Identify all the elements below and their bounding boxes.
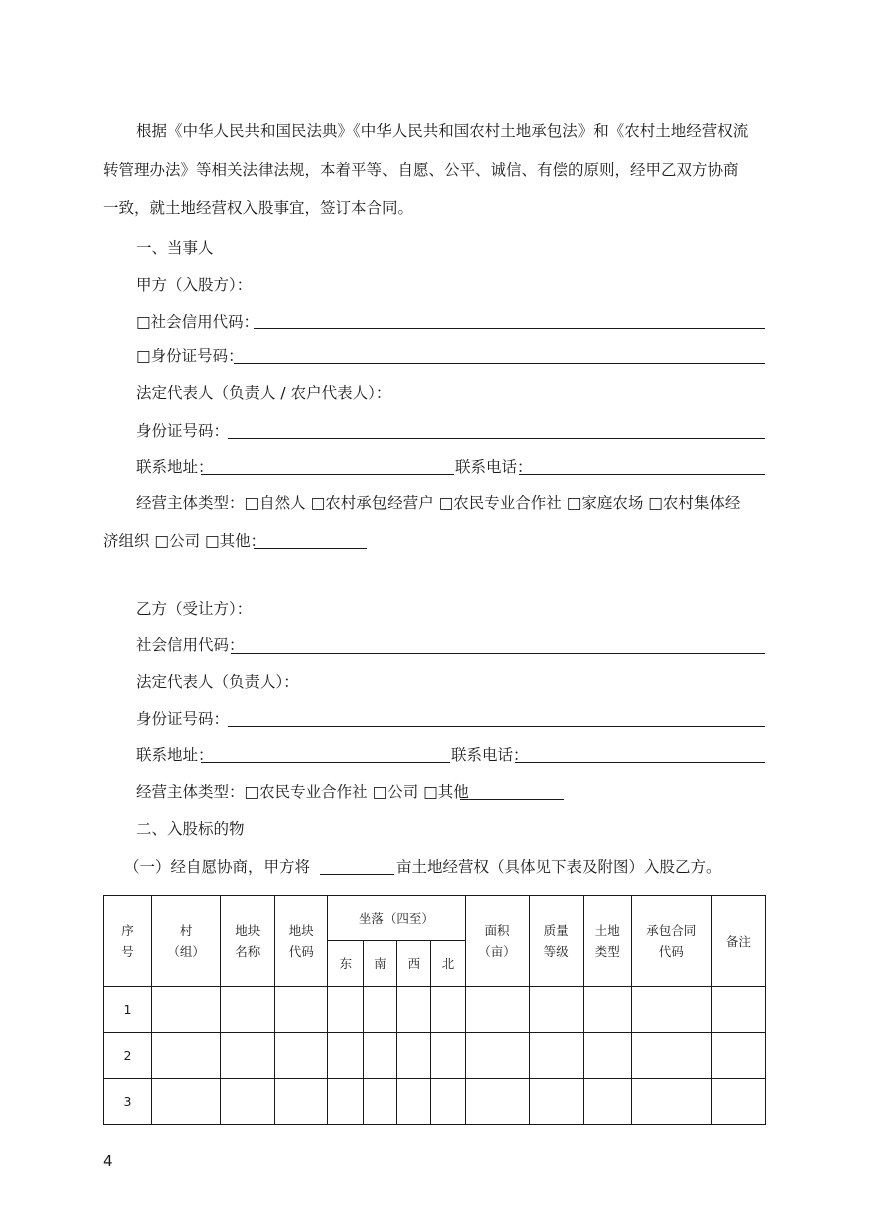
clause-1-suffix: 亩土地经营权（具体见下表及附图）入股乙方。: [396, 858, 722, 876]
party-a-entity-type-line-2: 济组织 □公司 □其他：: [103, 532, 267, 550]
cell-contract-code[interactable]: [631, 987, 711, 1033]
page-number: 4: [103, 1152, 113, 1170]
header-seq: 序 号: [104, 896, 152, 987]
cell-village[interactable]: [152, 987, 221, 1033]
party-a-other-field[interactable]: [254, 547, 367, 549]
row-seq: 2: [104, 1033, 152, 1079]
cell-remarks[interactable]: [711, 987, 765, 1033]
intro-line-3: 一致，就土地经营权入股事宜，签订本合同。: [103, 199, 414, 217]
cell-contract-code[interactable]: [631, 1079, 711, 1125]
cell-remarks[interactable]: [711, 1033, 765, 1079]
cell-village[interactable]: [152, 1033, 221, 1079]
header-contract-code: 承包合同 代码: [631, 896, 711, 987]
cell-east[interactable]: [328, 987, 364, 1033]
cell-south[interactable]: [364, 1033, 397, 1079]
row-seq: 3: [104, 1079, 152, 1125]
party-b-address-label: 联系地址：: [136, 746, 214, 764]
cell-land-type[interactable]: [583, 987, 631, 1033]
party-a-title: 甲方（入股方）：: [136, 276, 253, 294]
header-north: 北: [431, 941, 465, 987]
intro-line-2: 转管理办法》等相关法律法规，本着平等、自愿、公平、诚信、有偿的原则，经甲乙双方协商: [103, 161, 739, 179]
cell-area[interactable]: [465, 1079, 529, 1125]
land-plot-table: [103, 895, 766, 1125]
cell-village[interactable]: [152, 1079, 221, 1125]
party-a-rep-id-field[interactable]: [228, 437, 765, 439]
party-a-entity-type-line-1: 经营主体类型：□自然人 □农村承包经营户 □农民专业合作社 □家庭农场 □农村集体经: [136, 494, 741, 512]
party-b-entity-type: 经营主体类型：□农民专业合作社 □公司 □其他: [136, 783, 469, 801]
cell-plot-code[interactable]: [275, 1033, 328, 1079]
party-a-rep-id-label: 身份证号码：: [136, 422, 230, 440]
party-b-rep-id-label: 身份证号码：: [136, 710, 230, 728]
row-seq: 1: [104, 987, 152, 1033]
cell-north[interactable]: [431, 987, 465, 1033]
party-a-legal-rep-label: 法定代表人（负责人 / 农户代表人）：: [136, 384, 392, 402]
party-a-id-label: □身份证号码：: [136, 347, 244, 365]
cell-contract-code[interactable]: [631, 1033, 711, 1079]
party-a-phone-label: 联系电话：: [455, 458, 533, 476]
party-a-phone-field[interactable]: [519, 473, 765, 475]
cell-quality[interactable]: [529, 1079, 583, 1125]
cell-north[interactable]: [431, 1079, 465, 1125]
header-east: 东: [328, 941, 364, 987]
header-area: 面积 （亩）: [465, 896, 529, 987]
cell-plot-code[interactable]: [275, 987, 328, 1033]
party-b-phone-label: 联系电话：: [451, 746, 529, 764]
cell-land-type[interactable]: [583, 1079, 631, 1125]
cell-quality[interactable]: [529, 1033, 583, 1079]
party-b-address-field[interactable]: [201, 761, 450, 763]
party-b-phone-field[interactable]: [515, 761, 765, 763]
cell-east[interactable]: [328, 1079, 364, 1125]
cell-plot-name[interactable]: [221, 1079, 275, 1125]
party-b-credit-code-field[interactable]: [231, 652, 765, 654]
party-a-address-field[interactable]: [201, 473, 454, 475]
header-location: 坐落（四至）: [328, 896, 465, 941]
party-b-legal-rep-label: 法定代表人（负责人）：: [136, 673, 299, 691]
cell-plot-name[interactable]: [221, 987, 275, 1033]
party-a-id-field[interactable]: [234, 362, 765, 364]
party-b-title: 乙方（受让方）：: [136, 600, 253, 618]
table-header-row-1: [104, 896, 766, 941]
cell-south[interactable]: [364, 1079, 397, 1125]
section-2-heading: 二、入股标的物: [136, 820, 245, 838]
table-row: [104, 1079, 766, 1125]
cell-plot-name[interactable]: [221, 1033, 275, 1079]
clause-1-acreage-field[interactable]: [320, 873, 394, 875]
cell-west[interactable]: [397, 1079, 431, 1125]
header-village: 村 （组）: [152, 896, 221, 987]
header-remarks: 备注: [711, 896, 765, 987]
cell-area[interactable]: [465, 987, 529, 1033]
party-a-credit-code-label: □社会信用代码：: [136, 313, 260, 331]
cell-north[interactable]: [431, 1033, 465, 1079]
table-row: [104, 987, 766, 1033]
party-b-other-field[interactable]: [460, 798, 564, 800]
intro-line-1: 根据《中华人民共和国民法典》《中华人民共和国农村土地承包法》和《农村土地经营权流: [136, 122, 749, 140]
cell-remarks[interactable]: [711, 1079, 765, 1125]
party-a-address-label: 联系地址：: [136, 458, 214, 476]
header-quality: 质量 等级: [529, 896, 583, 987]
header-south: 南: [364, 941, 397, 987]
table-row: [104, 1033, 766, 1079]
party-a-credit-code-field[interactable]: [254, 327, 765, 329]
cell-east[interactable]: [328, 1033, 364, 1079]
header-land-type: 土地 类型: [583, 896, 631, 987]
cell-quality[interactable]: [529, 987, 583, 1033]
cell-area[interactable]: [465, 1033, 529, 1079]
cell-west[interactable]: [397, 1033, 431, 1079]
cell-west[interactable]: [397, 987, 431, 1033]
cell-land-type[interactable]: [583, 1033, 631, 1079]
cell-south[interactable]: [364, 987, 397, 1033]
cell-plot-code[interactable]: [275, 1079, 328, 1125]
clause-1-prefix: （一）经自愿协商，甲方将: [124, 858, 311, 876]
party-b-credit-code-label: 社会信用代码：: [136, 636, 245, 654]
party-b-rep-id-field[interactable]: [228, 725, 765, 727]
header-west: 西: [397, 941, 431, 987]
header-plot-name: 地块 名称: [221, 896, 275, 987]
section-1-heading: 一、当事人: [136, 239, 214, 257]
header-plot-code: 地块 代码: [275, 896, 328, 987]
